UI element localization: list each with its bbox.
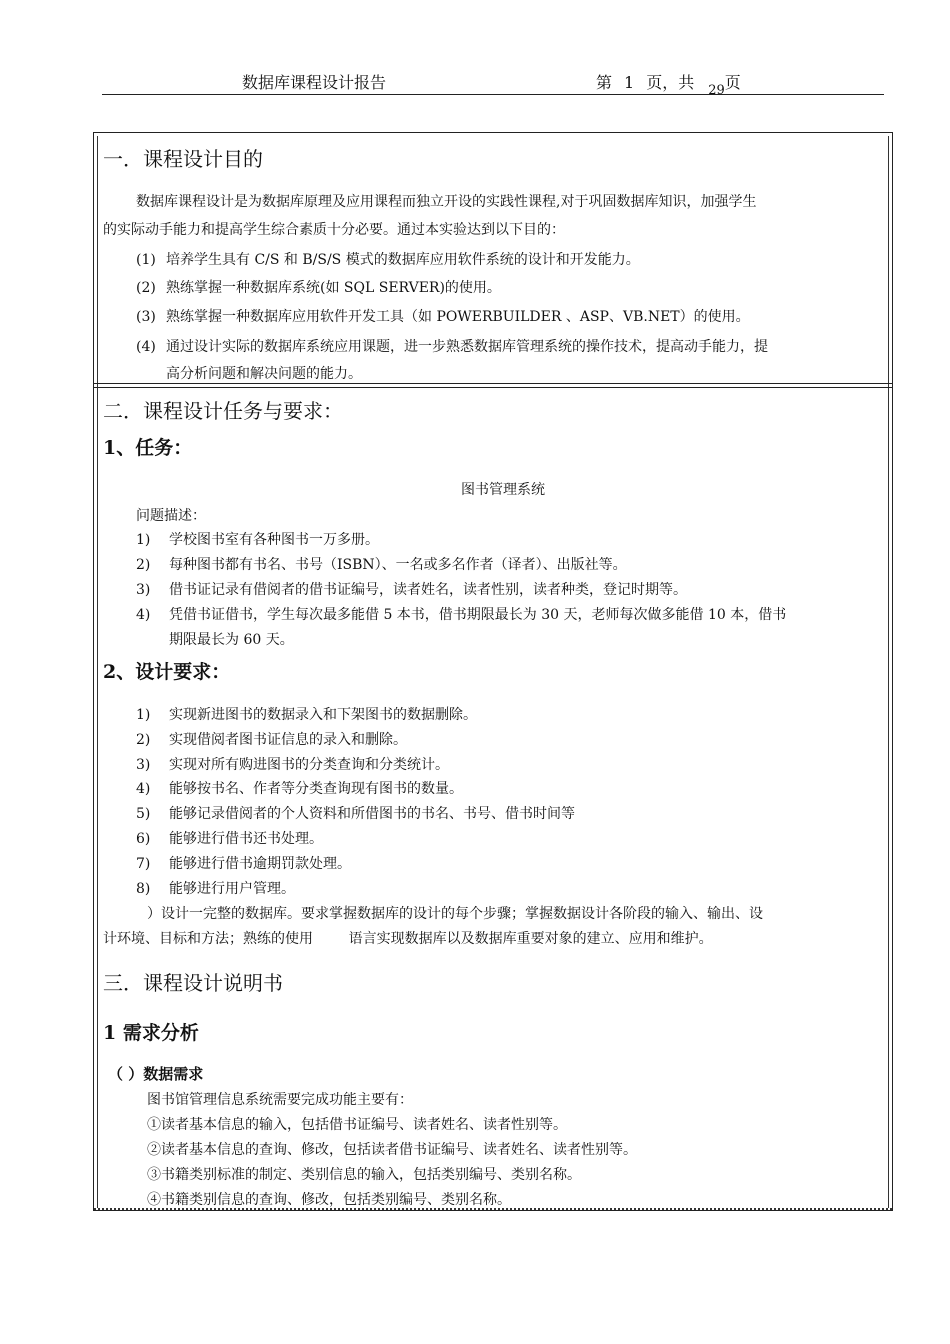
req-item — [136, 705, 477, 725]
task-num: 4) — [136, 607, 151, 623]
task-item — [136, 530, 379, 550]
data-req-intro: 图书馆管理信息系统需要完成功能主要有： — [147, 1092, 413, 1108]
needs-analysis-heading: 1 需求分析 — [103, 1022, 199, 1044]
goal-item — [136, 250, 640, 270]
req-item — [136, 879, 295, 899]
goal-num: (2) — [136, 280, 156, 296]
task-num: 1) — [136, 532, 151, 548]
goal-item — [136, 307, 750, 327]
design-line1: ）设计一完整的数据库。要求掌握数据库的设计的每个步骤；掌握数据设计各阶段的输入、输出、设 — [147, 906, 763, 922]
goal-text: 通过设计实际的数据库系统应用课题，进一步熟悉数据库管理系统的操作技术，提高动手能力，提 — [166, 339, 768, 355]
data-req-item: ④书籍类别信息的查询、修改，包括类别编号、类别名称。 — [147, 1192, 511, 1208]
page-header — [102, 66, 884, 98]
design-line2: 计环境、目标和方法；熟练的使用 语言实现数据库以及数据库重要对象的建立、应用和维护。 — [103, 931, 713, 947]
req-num: 6) — [136, 831, 151, 847]
goal-text: 熟练掌握一种数据库系统(如 SQL SERVER)的使用。 — [166, 280, 501, 296]
req-item — [136, 730, 407, 750]
goal-item-continuation: 高分析问题和解决问题的能力。 — [166, 366, 362, 382]
req-text: 实现对所有购进图书的分类查询和分类统计。 — [169, 757, 449, 773]
req-num: 3) — [136, 757, 151, 773]
req-text: 实现新进图书的数据录入和下架图书的数据删除。 — [169, 707, 477, 723]
req-item — [136, 804, 575, 824]
goal-text: 培养学生具有 C/S 和 B/S/S 模式的数据库应用软件系统的设计和开发能力。 — [166, 252, 640, 268]
section1-intro-line1: 数据库课程设计是为数据库原理及应用课程而独立开设的实践性课程,对于巩固数据库知识，加强学生 — [136, 194, 757, 210]
task-num: 3) — [136, 582, 151, 598]
task-item-continuation: 期限最长为 60 天。 — [169, 632, 294, 648]
req-item — [136, 854, 351, 874]
task-item — [136, 605, 786, 625]
req-item — [136, 829, 323, 849]
goal-text: 熟练掌握一种数据库应用软件开发工具（如 POWERBUILDER 、ASP、VB.NET）的使用。 — [166, 309, 750, 325]
section1-intro-line2: 的实际动手能力和提高学生综合素质十分必要。通过本实验达到以下目的： — [103, 222, 565, 238]
data-req-item: ③书籍类别标准的制定、类别信息的输入，包括类别编号、类别名称。 — [147, 1167, 581, 1183]
goal-item — [136, 278, 501, 298]
task-heading: 1、任务： — [103, 437, 193, 459]
req-num: 4) — [136, 781, 151, 797]
req-text: 能够按书名、作者等分类查询现有图书的数量。 — [169, 781, 463, 797]
data-req-item: ②读者基本信息的查询、修改，包括读者借书证编号、读者姓名、读者性别等。 — [147, 1142, 637, 1158]
req-heading: 2、设计要求： — [103, 661, 231, 683]
task-text: 借书证记录有借阅者的借书证编号，读者姓名，读者性别，读者种类，登记时期等。 — [169, 582, 687, 598]
req-text: 能够进行用户管理。 — [169, 881, 295, 897]
req-text: 实现借阅者图书证信息的录入和删除。 — [169, 732, 407, 748]
task-item — [136, 555, 627, 575]
system-title: 图书管理系统 — [461, 482, 545, 498]
section1-heading: 一．课程设计目的 — [103, 147, 263, 171]
req-text: 能够进行借书逾期罚款处理。 — [169, 856, 351, 872]
req-text: 能够进行借书还书处理。 — [169, 831, 323, 847]
total-pages: 29 — [708, 83, 725, 98]
task-text: 学校图书室有各种图书一万多册。 — [169, 532, 379, 548]
page-mid: 页，共 — [646, 73, 695, 92]
goal-item — [136, 337, 768, 357]
task-num: 2) — [136, 557, 151, 573]
report-title: 数据库课程设计报告 — [242, 73, 387, 92]
page-suffix: 页 — [724, 73, 741, 92]
req-num: 5) — [136, 806, 151, 822]
goal-num: (4) — [136, 339, 156, 355]
page-indicator — [596, 70, 741, 98]
problem-label: 问题描述： — [136, 508, 206, 524]
req-num: 2) — [136, 732, 151, 748]
goal-num: (3) — [136, 309, 156, 325]
req-text: 能够记录借阅者的个人资料和所借图书的书名、书号、借书时间等 — [169, 806, 575, 822]
req-num: 8) — [136, 881, 151, 897]
frame-inner-left-line — [97, 136, 98, 1208]
req-num: 1) — [136, 707, 151, 723]
goal-num: (1) — [136, 252, 156, 268]
page-number: 1 — [624, 73, 635, 92]
task-text: 每种图书都有书名、书号（ISBN）、一名或多名作者（译者）、出版社等。 — [169, 557, 627, 573]
req-item — [136, 755, 449, 775]
req-item — [136, 779, 463, 799]
data-req-item: ①读者基本信息的输入，包括借书证编号、读者姓名、读者性别等。 — [147, 1117, 567, 1133]
section3-heading: 三．课程设计说明书 — [103, 971, 283, 995]
frame-inner-right-line — [888, 136, 889, 1208]
data-req-heading: （ ）数据需求 — [108, 1065, 204, 1083]
section2-heading: 二．课程设计任务与要求： — [103, 399, 343, 423]
task-text: 凭借书证借书，学生每次最多能借 5 本书，借书期限最长为 30 天，老师每次做多能借 10 本，借书 — [169, 607, 787, 623]
req-num: 7) — [136, 856, 151, 872]
task-item — [136, 580, 687, 600]
page-prefix: 第 — [596, 73, 613, 92]
